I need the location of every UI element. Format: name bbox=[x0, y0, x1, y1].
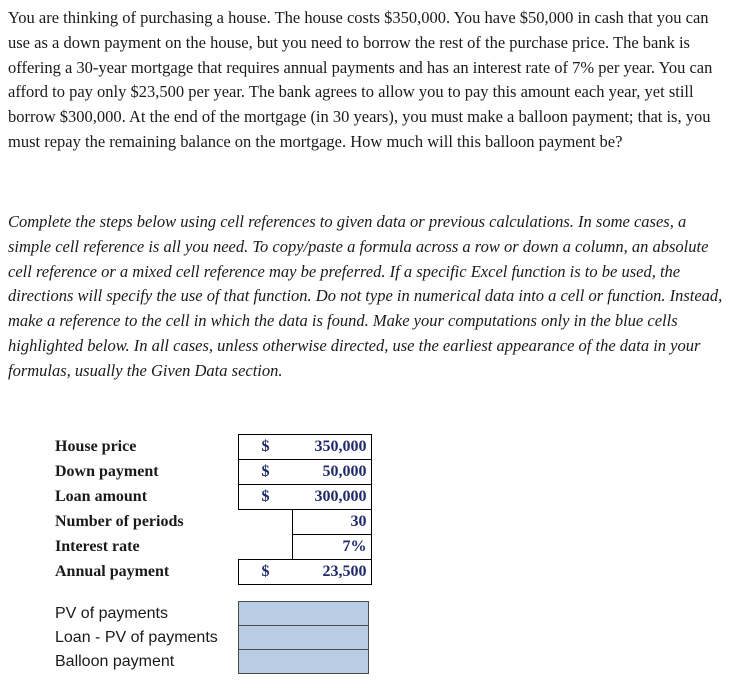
instructions: Complete the steps below using cell references to given data or previous calculations. In some cases, a simple cell reference is all you need. To copy/paste a formula across a row or down a column, an absolute cell reference or a mixed cell reference may be preferred. If a specific Excel function is to be used, the directions will specify the use of that function. Do not type in numerical data into a cell or function. Instead, make a reference to the cell in which the data is found. Make your computations only in the blue cells highlighted below. In all cases, unless otherwise directed, use the earliest appearance of the data in your formulas, usually the Given Data section. bbox=[8, 212, 723, 380]
annual-payment-value[interactable]: 23,500 bbox=[292, 560, 371, 585]
pv-of-payments-input-cell[interactable] bbox=[239, 602, 369, 626]
given-row-house-price bbox=[55, 435, 371, 460]
given-row-interest-rate bbox=[55, 535, 371, 560]
house-price-label: House price bbox=[55, 438, 137, 455]
annual-payment-currency[interactable]: $ bbox=[239, 560, 293, 585]
interest-rate-value[interactable]: 7% bbox=[292, 535, 371, 560]
down-payment-value[interactable]: 50,000 bbox=[292, 460, 371, 485]
loan-minus-pv-input-cell[interactable] bbox=[239, 626, 369, 650]
down-payment-label: Down payment bbox=[55, 463, 159, 480]
calculation-table bbox=[55, 601, 369, 674]
given-row-loan-amount bbox=[55, 485, 371, 510]
given-row-down-payment bbox=[55, 460, 371, 485]
loan-amount-value[interactable]: 300,000 bbox=[292, 485, 371, 510]
loan-minus-pv-label: Loan - PV of payments bbox=[55, 628, 218, 646]
number-of-periods-value[interactable]: 30 bbox=[292, 510, 371, 535]
calc-row-pv-of-payments bbox=[55, 602, 369, 626]
given-data-table bbox=[55, 434, 372, 585]
balloon-payment-label: Balloon payment bbox=[55, 652, 175, 670]
calc-row-balloon-payment bbox=[55, 650, 369, 674]
annual-payment-label: Annual payment bbox=[55, 563, 170, 580]
problem-statement: You are thinking of purchasing a house. The house costs $350,000. You have $50,000 in cash that you can use as a down payment on the house, but you need to borrow the rest of the purchase price. The bank is offering a 30-year mortgage that requires annual payments and has an interest rate of 7% per year. You can afford to pay only $23,500 per year. The bank agrees to allow you to pay this amount each year, yet still borrow $300,000. At the end of the mortgage (in 30 years), you must make a balloon payment; that is, you must repay the remaining balance on the mortgage. How much will this balloon payment be? bbox=[8, 8, 713, 151]
interest-rate-spacer bbox=[239, 535, 293, 560]
given-row-number-of-periods bbox=[55, 510, 371, 535]
balloon-payment-input-cell[interactable] bbox=[239, 650, 369, 674]
house-price-currency[interactable]: $ bbox=[239, 435, 293, 460]
down-payment-currency[interactable]: $ bbox=[239, 460, 293, 485]
number-of-periods-label: Number of periods bbox=[55, 513, 184, 530]
loan-amount-currency[interactable]: $ bbox=[239, 485, 293, 510]
loan-amount-label: Loan amount bbox=[55, 488, 148, 505]
house-price-value[interactable]: 350,000 bbox=[292, 435, 371, 460]
calc-row-loan-minus-pv bbox=[55, 626, 369, 650]
interest-rate-label: Interest rate bbox=[55, 538, 140, 555]
pv-of-payments-label: PV of payments bbox=[55, 604, 168, 622]
given-row-annual-payment bbox=[55, 560, 371, 585]
number-of-periods-spacer bbox=[239, 510, 293, 535]
